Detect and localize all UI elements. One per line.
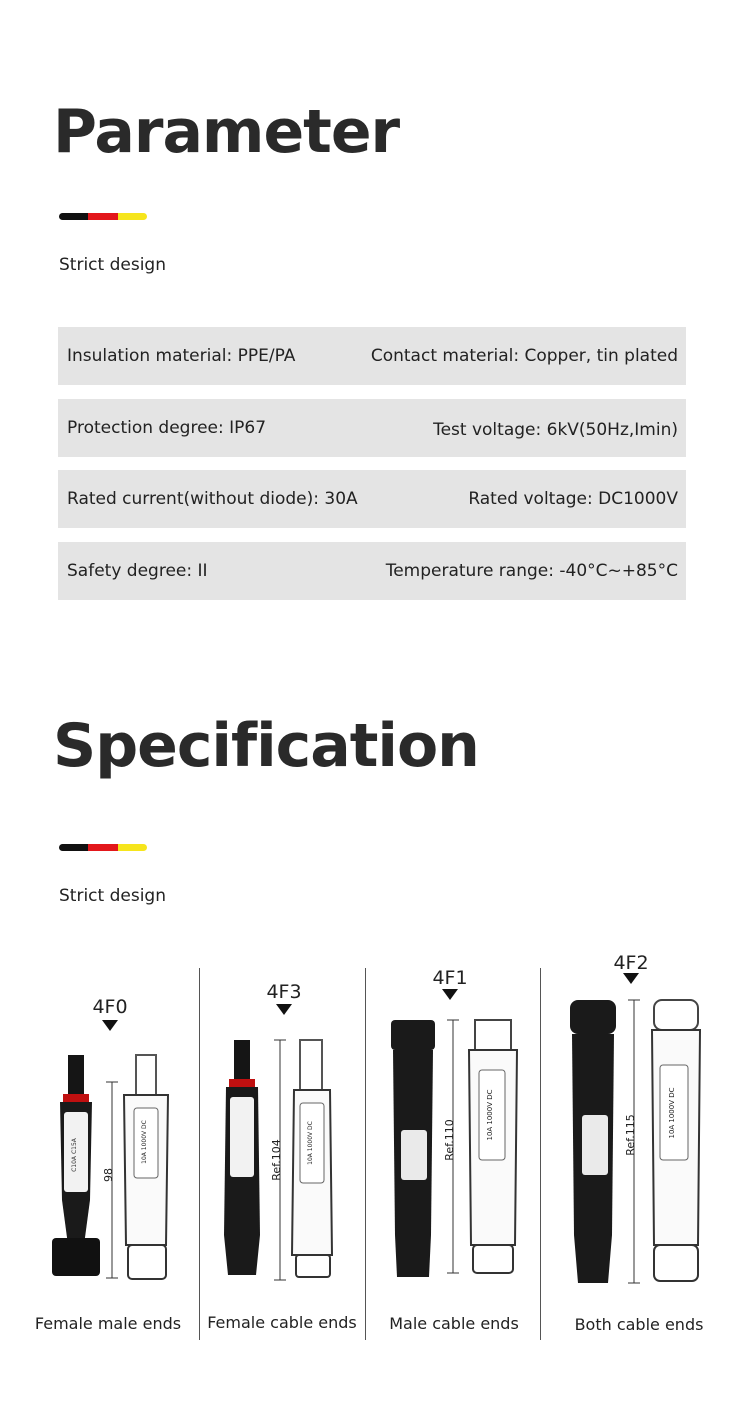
parameter-label-left: Rated current(without diode): 30A [67, 489, 358, 509]
parameter-title: Parameter [53, 97, 400, 167]
ref-dimension: 98 [102, 1168, 115, 1182]
ref-dimension: Ref.115 [624, 1114, 637, 1156]
svg-text:C10A C15A: C10A C15A [71, 1138, 78, 1172]
down-arrow-icon [442, 989, 458, 1000]
model-label: 4F0 [92, 996, 128, 1018]
tricolor-divider [59, 844, 147, 851]
product-caption: Both cable ends [574, 1315, 704, 1334]
product-image-4f0 [40, 1050, 200, 1290]
rating-label: 10A 1000V DC [141, 1120, 148, 1164]
down-arrow-icon [276, 1004, 292, 1015]
product-image-4f1 [383, 1015, 533, 1280]
parameter-label-left: Safety degree: II [67, 561, 208, 581]
parameter-label-left: Insulation material: PPE/PA [67, 346, 296, 366]
column-divider [540, 968, 541, 1340]
model-label: 4F1 [432, 967, 468, 989]
tricolor-divider [59, 213, 147, 220]
product-image-4f2 [562, 995, 712, 1290]
ref-dimension: Ref.110 [443, 1119, 456, 1161]
down-arrow-icon [623, 973, 639, 984]
rating-label: 10A 1000V DC [307, 1121, 314, 1165]
parameter-label-left: Protection degree: IP67 [67, 418, 267, 438]
specification-subtitle: Strict design [59, 886, 166, 906]
parameter-label-right: Rated voltage: DC1000V [468, 489, 678, 509]
parameter-row [58, 542, 686, 600]
model-label: 4F2 [613, 952, 649, 974]
rating-label: 10A 1000V DC [668, 1087, 676, 1139]
product-caption: Female cable ends [207, 1313, 357, 1332]
specification-title: Specification [53, 711, 479, 781]
parameter-label-right: Contact material: Copper, tin plated [370, 346, 678, 366]
down-arrow-icon [102, 1020, 118, 1031]
model-label: 4F3 [266, 981, 302, 1003]
parameter-label-right: Test voltage: 6kV(50Hz,Imin) [433, 420, 678, 440]
product-caption: Male cable ends [389, 1314, 519, 1333]
parameter-row [58, 327, 686, 385]
parameter-subtitle: Strict design [59, 255, 166, 275]
rating-label: 10A 1000V DC [486, 1089, 494, 1141]
product-caption: Female male ends [34, 1314, 182, 1333]
product-image-4f3 [212, 1035, 362, 1285]
ref-dimension: Ref.104 [270, 1139, 283, 1181]
column-divider [365, 968, 366, 1340]
parameter-row [58, 470, 686, 528]
parameter-row [58, 399, 686, 457]
parameter-label-right: Temperature range: -40°C~+85°C [385, 561, 678, 581]
